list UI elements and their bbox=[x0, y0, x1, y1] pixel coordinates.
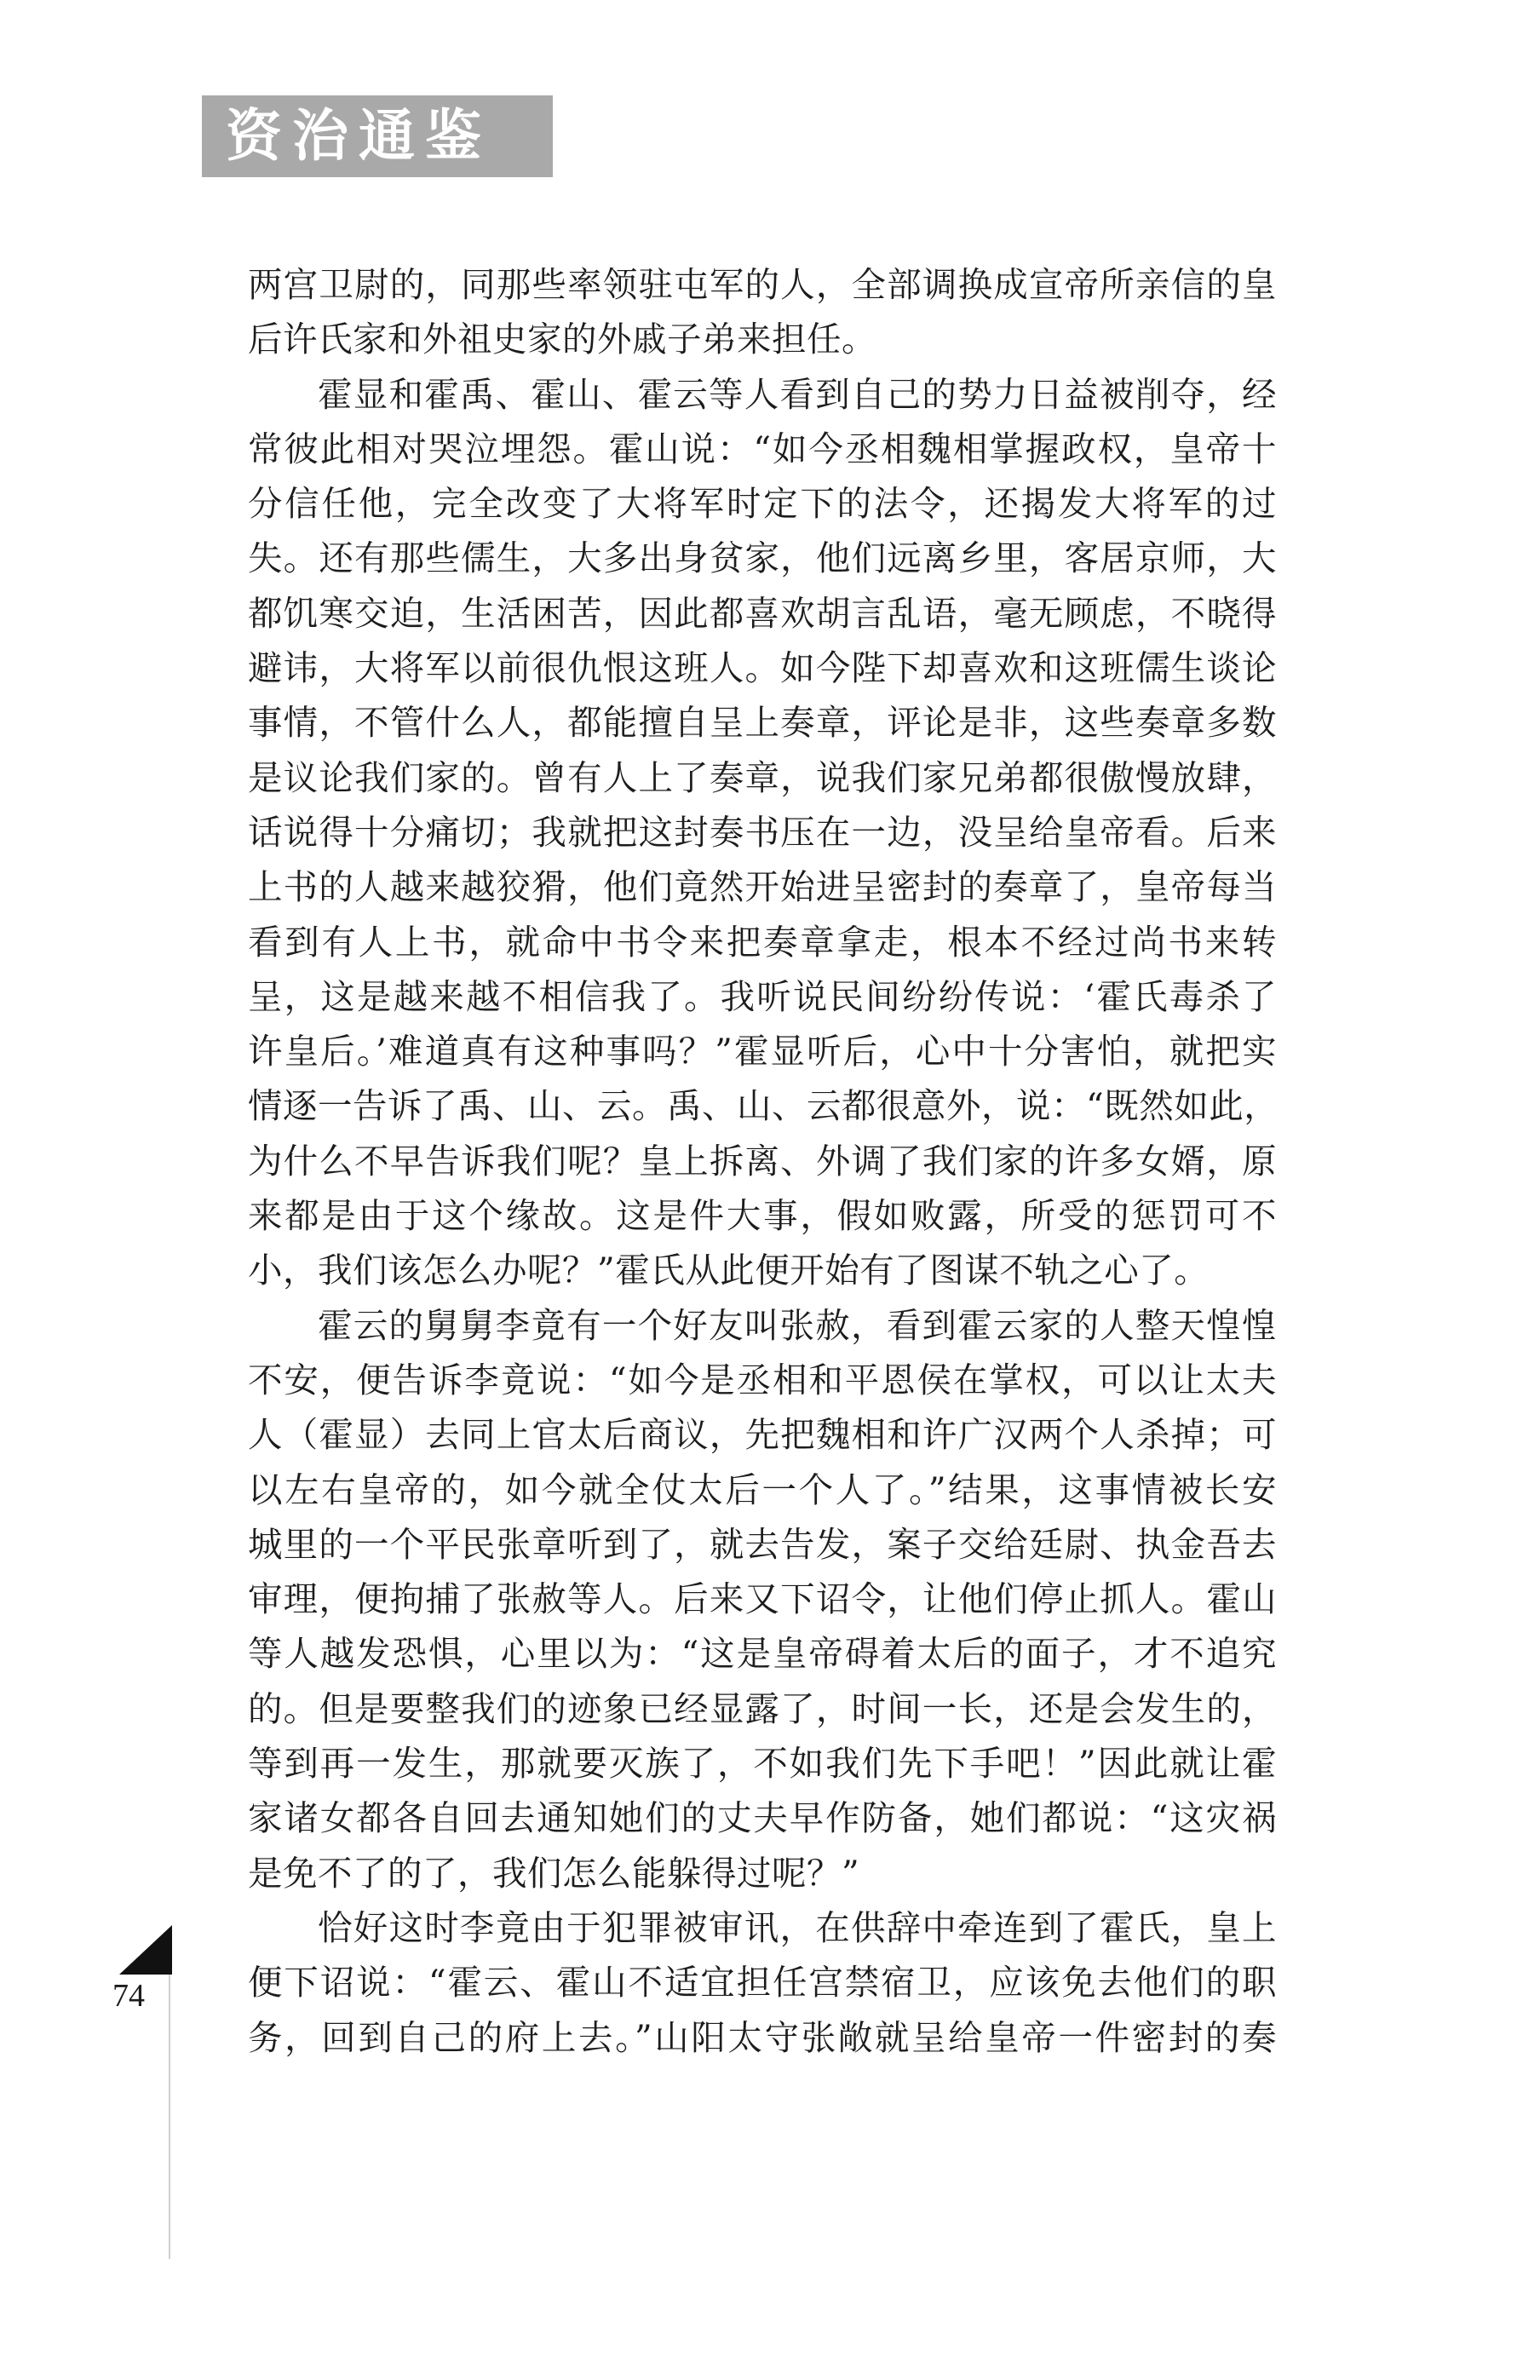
text-line: 呈，这是越来越不相信我了。我听说民间纷纷传说：‘霍氏毒杀了 bbox=[248, 975, 1277, 1017]
text-line: 等到再一发生，那就要灭族了，不如我们先下手吧！”因此就让霍 bbox=[248, 1743, 1277, 1785]
text-line: 上书的人越来越狡猾，他们竟然开始进呈密封的奏章了，皇帝每当 bbox=[248, 866, 1277, 908]
text-line: 恰好这时李竟由于犯罪被审讯，在供辞中牵连到了霍氏，皇上 bbox=[318, 1906, 1277, 1948]
text-line: 霍云的舅舅李竟有一个好友叫张赦，看到霍云家的人整天惶惶 bbox=[318, 1304, 1277, 1346]
text-line: 家诸女都各自回去通知她们的丈夫早作防备，她们都说：“这灾祸 bbox=[248, 1797, 1277, 1839]
text-line: 等人越发恐惧，心里以为：“这是皇帝碍着太后的面子，才不追究 bbox=[248, 1633, 1277, 1675]
text-line: 失。还有那些儒生，大多出身贫家，他们远离乡里，客居京师，大 bbox=[248, 538, 1277, 579]
text-line: 以左右皇帝的，如今就全仗太后一个人了。”结果，这事情被长安 bbox=[248, 1469, 1277, 1510]
text-line: 为什么不早告诉我们呢？皇上拆离、外调了我们家的许多女婿，原 bbox=[248, 1140, 1277, 1181]
text-line: 来都是由于这个缘故。这是件大事，假如败露，所受的惩罚可不 bbox=[248, 1195, 1277, 1237]
text-line: 审理，便拘捕了张赦等人。后来又下诏令，让他们停止抓人。霍山 bbox=[248, 1578, 1277, 1620]
text-line: 霍显和霍禹、霍山、霍云等人看到自己的势力日益被削夺，经 bbox=[318, 373, 1277, 415]
text-line: 小，我们该怎么办呢？”霍氏从此便开始有了图谋不轨之心了。 bbox=[248, 1250, 1210, 1291]
page-corner-triangle-icon bbox=[119, 1925, 172, 1975]
text-line: 看到有人上书，就命中书令来把奏章拿走，根本不经过尚书来转 bbox=[248, 921, 1277, 963]
text-line: 分信任他，完全改变了大将军时定下的法令，还揭发大将军的过 bbox=[248, 483, 1277, 525]
text-line: 两宫卫尉的，同那些率领驻屯军的人，全部调换成宣帝所亲信的皇 bbox=[248, 264, 1277, 305]
book-title: 资治通鉴 bbox=[226, 103, 491, 169]
text-line: 是议论我们家的。曾有人上了奏章，说我们家兄弟都很傲慢放肆， bbox=[248, 756, 1277, 798]
text-line: 常彼此相对哭泣埋怨。霍山说：“如今丞相魏相掌握政权，皇帝十 bbox=[248, 428, 1277, 469]
text-line: 后许氏家和外祖史家的外戚子弟来担任。 bbox=[248, 319, 876, 360]
text-line: 人（霍显）去同上官太后商议，先把魏相和许广汉两个人杀掉；可 bbox=[248, 1414, 1277, 1456]
text-line: 事情，不管什么人，都能擅自呈上奏章，评论是非，这些奏章多数 bbox=[248, 702, 1277, 744]
text-line: 许皇后。’难道真有这种事吗？”霍显听后，心中十分害怕，就把实 bbox=[248, 1031, 1277, 1072]
text-line: 务，回到自己的府上去。”山阳太守张敞就呈给皇帝一件密封的奏 bbox=[248, 2016, 1277, 2058]
text-line: 不安，便告诉李竟说：“如今是丞相和平恩侯在掌权，可以让太夫 bbox=[248, 1359, 1277, 1400]
text-line: 便下诏说：“霍云、霍山不适宜担任宫禁宿卫，应该免去他们的职 bbox=[248, 1962, 1277, 2003]
text-line: 都饥寒交迫，生活困苦，因此都喜欢胡言乱语，毫无顾虑，不晓得 bbox=[248, 592, 1277, 634]
text-line: 是免不了的了，我们怎么能躲得过呢？” bbox=[248, 1852, 860, 1894]
text-line: 城里的一个平民张章听到了，就去告发，案子交给廷尉、执金吾去 bbox=[248, 1523, 1277, 1565]
text-line: 情逐一告诉了禹、山、云。禹、山、云都很意外，说：“既然如此， bbox=[248, 1085, 1279, 1127]
text-line: 避讳，大将军以前很仇恨这班人。如今陛下却喜欢和这班儒生谈论 bbox=[248, 647, 1277, 689]
body-text bbox=[248, 257, 1277, 2065]
margin-rule bbox=[169, 1975, 170, 2259]
page-number: 74 bbox=[112, 1978, 145, 2014]
text-line: 的。但是要整我们的迹象已经显露了，时间一长，还是会发生的， bbox=[248, 1687, 1277, 1729]
text-line: 话说得十分痛切；我就把这封奏书压在一边，没呈给皇帝看。后来 bbox=[248, 811, 1277, 853]
